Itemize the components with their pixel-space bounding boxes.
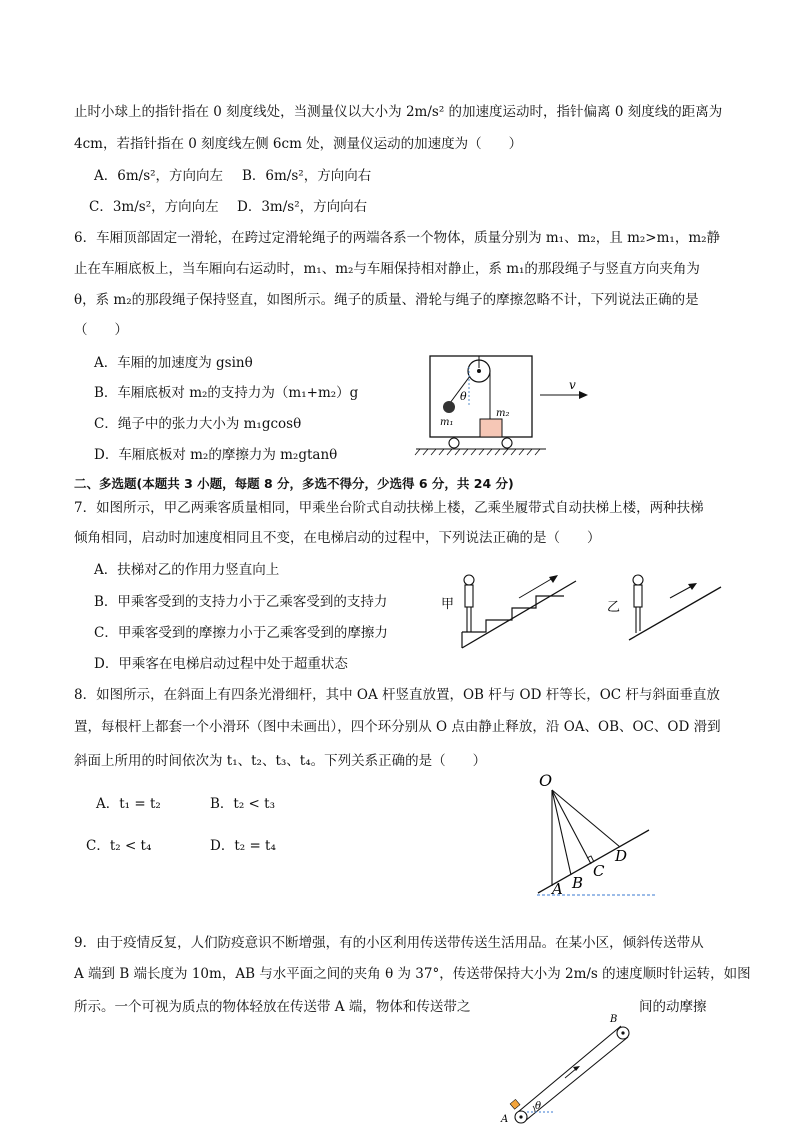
q7-option-c: C．甲乘客受到的摩擦力小于乙乘客受到的摩擦力 xyxy=(94,625,388,641)
q7-option-a: A．扶梯对乙的作用力竖直向上 xyxy=(94,562,280,578)
q8-fig-o-label: O xyxy=(539,771,553,790)
q9-line-2: A 端到 B 端长度为 10m，AB 与水平面之间的夹角 θ 为 37°，传送带保持大小为 2m/s 的速度顺时针运转，如图 xyxy=(74,966,751,982)
q8-option-a: A．t₁ = t₂ xyxy=(96,796,161,812)
q7-figure-escalators xyxy=(436,565,726,655)
q8-option-d: D．t₂ = t₄ xyxy=(210,838,276,854)
q8-option-c: C．t₂ < t₄ xyxy=(86,838,152,854)
q6-option-a: A．车厢的加速度为 gsinθ xyxy=(94,355,253,371)
q6-option-c: C．绳子中的张力大小为 m₁gcosθ xyxy=(94,416,302,432)
q5-option-b: B．6m/s²，方向向右 xyxy=(242,168,372,184)
q6-line-4: （ ） xyxy=(74,322,128,338)
q6-fig-v-label: v xyxy=(569,378,576,392)
q7-fig-yi-label: 乙 xyxy=(607,600,621,615)
q9-line-3b: 间的动摩擦 xyxy=(639,999,707,1015)
q6-line-1: 6．车厢顶部固定一滑轮，在跨过定滑轮绳子的两端各系一个物体，质量分别为 m₁、m₂，且 m₂>m₁，m₂静 xyxy=(74,230,721,246)
q9-line-1: 9．由于疫情反复，人们防疫意识不断增强，有的小区利用传送带传送生活用品。在某小区，倾斜传送带从 xyxy=(74,935,704,951)
q8-fig-d-label: D xyxy=(615,847,628,865)
q6-option-b: B．车厢底板对 m₂的支持力为（m₁+m₂）g xyxy=(94,385,359,401)
q6-option-d: D．车厢底板对 m₂的摩擦力为 m₂gtanθ xyxy=(94,447,338,463)
q7-option-b: B．甲乘客受到的支持力小于乙乘客受到的支持力 xyxy=(94,594,388,610)
q8-fig-b-label: B xyxy=(572,874,584,892)
q5-option-c: C．3m/s²，方向向左 xyxy=(89,199,219,215)
q8-line-3: 斜面上所用的时间依次为 t₁、t₂、t₃、t₄。下列关系正确的是（ ） xyxy=(74,753,487,769)
q7-option-d: D．甲乘客在电梯启动过程中处于超重状态 xyxy=(94,656,348,672)
q8-option-b: B．t₂ < t₃ xyxy=(210,796,275,812)
q8-figure-incline-rods xyxy=(525,768,665,903)
q6-fig-m1-label: m₁ xyxy=(440,417,454,428)
q6-fig-theta-label: θ xyxy=(460,390,467,403)
q9-figure-conveyor xyxy=(497,1010,637,1130)
q8-fig-a-label: A xyxy=(552,880,563,898)
q7-fig-jia-label: 甲 xyxy=(441,597,455,612)
q7-line-1: 7．如图所示，甲乙两乘客质量相同，甲乘坐台阶式自动扶梯上楼，乙乘坐履带式自动扶梯上楼，两种扶梯 xyxy=(74,500,704,516)
q8-line-2: 置，每根杆上都套一个小滑环（图中未画出），四个环分别从 O 点由静止释放，沿 OA、OB、OC、OD 滑到 xyxy=(74,719,721,735)
q7-line-2: 倾角相同，启动时加速度相同且不变，在电梯启动的过程中，下列说法正确的是（ ） xyxy=(74,530,601,546)
q9-fig-theta-label: θ xyxy=(535,1101,542,1112)
q5-line-2: 4cm，若指针指在 0 刻度线左侧 6cm 处，测量仪运动的加速度为（ ） xyxy=(74,136,523,152)
q8-line-1: 8．如图所示，在斜面上有四条光滑细杆，其中 OA 杆竖直放置，OB 杆与 OD 杆等长，OC 杆与斜面垂直放 xyxy=(74,687,720,703)
q6-fig-m2-label: m₂ xyxy=(496,408,510,419)
q6-line-2: 止在车厢底板上，当车厢向右运动时，m₁、m₂与车厢保持相对静止，系 m₁的那段绳子与竖直方向夹角为 xyxy=(74,261,700,277)
q8-fig-c-label: C xyxy=(593,862,605,880)
q9-line-3a: 所示。一个可视为质点的物体轻放在传送带 A 端，物体和传送带之 xyxy=(74,999,471,1015)
section-2-title: 二、多选题(本题共 3 小题，每题 8 分，多选不得分，少选得 6 分，共 24 分) xyxy=(74,476,514,491)
q5-option-a: A．6m/s²，方向向左 xyxy=(94,168,224,184)
q9-fig-b-label: B xyxy=(610,1014,618,1025)
q9-fig-a-label: A xyxy=(501,1114,509,1125)
q6-line-3: θ，系 m₂的那段绳子保持竖直，如图所示。绳子的质量、滑轮与绳子的摩擦忽略不计，下列说法正确的是 xyxy=(74,292,699,308)
q5-option-d: D．3m/s²，方向向右 xyxy=(237,199,368,215)
q5-line-1: 止时小球上的指针指在 0 刻度线处，当测量仪以大小为 2m/s² 的加速度运动时，指针偏离 0 刻度线的距离为 xyxy=(74,104,723,120)
q6-figure-carriage xyxy=(398,345,598,455)
